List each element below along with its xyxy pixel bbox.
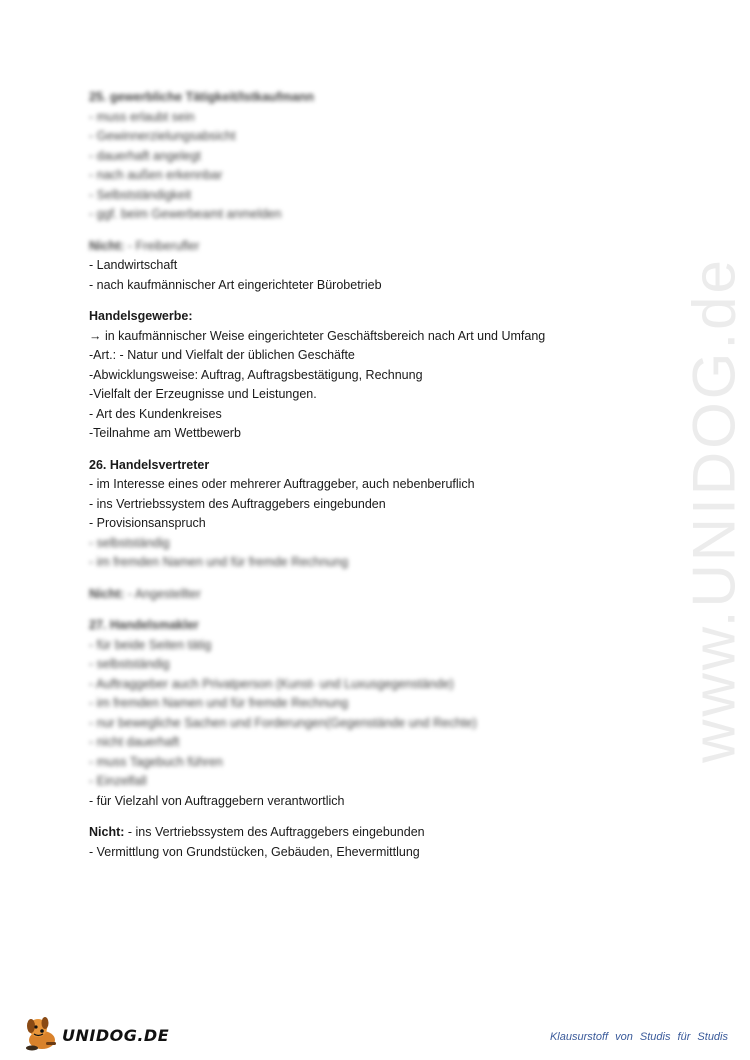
line-text: - Freiberufler: [124, 238, 200, 253]
line-text: Handelsgewerbe:: [89, 309, 193, 323]
text-line: [89, 475, 669, 495]
line-text: - nur bewegliche Sachen und Forderungen(Gegenstände und Rechte): [89, 715, 477, 730]
line-text: - nach kaufmännischer Art eingerichteter Bürobetrieb: [89, 277, 382, 292]
logo-text: UNIDOG.DE: [62, 1026, 170, 1045]
line-text: - im Interesse eines oder mehrerer Auftraggeber, auch nebenberuflich: [89, 477, 475, 491]
section-heading: [89, 616, 669, 636]
footer-tagline: Klausurstoff von Studis für Studis: [549, 1031, 728, 1043]
text-line: [89, 495, 669, 515]
dog-mascot-icon: [22, 1014, 62, 1052]
line-text: 27. Handelsmakler: [89, 618, 199, 632]
line-text: → in kaufmännischer Weise eingerichteter Geschäftsbereich nach Art und Umfang: [89, 328, 546, 343]
paragraph-gap: [89, 444, 669, 456]
line-text: 26. Handelsvertreter: [89, 457, 210, 472]
line-text: - dauerhaft angelegt: [89, 148, 201, 163]
text-line: [89, 514, 669, 534]
text-line: [89, 553, 669, 573]
text-line: [89, 147, 669, 167]
text-line: [89, 237, 669, 257]
text-line: [89, 327, 669, 347]
line-text: - ggf. beim Gewerbeamt anmelden: [89, 207, 282, 221]
watermark: www.UNIDOG.de: [680, 257, 748, 763]
text-line: [89, 792, 669, 812]
line-text: -Teilnahme am Wettbewerb: [89, 426, 241, 440]
line-text: - Gewinnerzielungsabsicht: [89, 129, 236, 143]
line-text: - im fremden Namen und für fremde Rechnung: [89, 696, 349, 710]
label-nicht: Nicht:: [89, 586, 125, 601]
paragraph-gap: [89, 604, 669, 616]
label-nicht: Nicht:: [89, 825, 125, 839]
line-text: - ins Vertriebssystem des Auftraggebers eingebunden: [89, 496, 386, 511]
text-line: [89, 186, 669, 206]
text-line: [89, 843, 669, 863]
line-text: -Vielfalt der Erzeugnisse und Leistungen.: [89, 387, 317, 401]
text-line: [89, 205, 669, 225]
line-text: 25. gewerbliche Tätigkeit/Istkaufmann: [89, 90, 315, 104]
line-text: - für Vielzahl von Auftraggebern verantwortlich: [89, 793, 345, 808]
text-line: [89, 733, 669, 753]
section-heading: [89, 307, 669, 327]
document-body: [89, 88, 669, 862]
text-line: [89, 256, 669, 276]
line-text: - Einzelfall: [89, 774, 147, 788]
label-nicht: Nicht:: [89, 238, 125, 253]
text-line: [89, 675, 669, 695]
line-text: -Art.: - Natur und Vielfalt der üblichen Geschäfte: [89, 348, 355, 362]
section-heading: [89, 456, 669, 476]
line-text: - Landwirtschaft: [89, 258, 178, 272]
paragraph-gap: [89, 811, 669, 823]
text-line: [89, 424, 669, 444]
text-line: [89, 655, 669, 675]
text-line: [89, 772, 669, 792]
line-text: - Angestellter: [124, 586, 201, 601]
text-line: [89, 405, 669, 425]
paragraph-gap: [89, 295, 669, 307]
line-text: - Auftraggeber auch Privatperson (Kunst- und Luxusgegenstände): [89, 676, 454, 691]
line-text: - muss Tagebuch führen: [89, 754, 223, 769]
text-line: [89, 636, 669, 656]
line-text: - ins Vertriebssystem des Auftraggebers eingebunden: [124, 825, 425, 839]
text-line: [89, 166, 669, 186]
line-text: - Art des Kundenkreises: [89, 406, 222, 421]
text-line: [89, 534, 669, 554]
line-text: - muss erlaubt sein: [89, 109, 195, 124]
line-text: - selbstständig: [89, 535, 170, 550]
line-text: - Selbstständigkeit: [89, 187, 192, 202]
text-line: [89, 753, 669, 773]
line-text: - im fremden Namen und für fremde Rechnung: [89, 555, 349, 569]
text-line: [89, 694, 669, 714]
line-text: - Vermittlung von Grundstücken, Gebäuden, Ehevermittlung: [89, 844, 420, 859]
line-text: - Provisionsanspruch: [89, 516, 206, 530]
text-line: [89, 366, 669, 386]
text-line: [89, 346, 669, 366]
text-line: [89, 823, 669, 843]
text-line: [89, 585, 669, 605]
unidog-logo: [22, 1014, 170, 1052]
line-text: - nach außen erkennbar: [89, 168, 223, 182]
paragraph-gap: [89, 225, 669, 237]
text-line: [89, 108, 669, 128]
paragraph-gap: [89, 573, 669, 585]
line-text: - selbstständig: [89, 657, 170, 671]
text-line: [89, 127, 669, 147]
text-line: [89, 385, 669, 405]
section-heading: [89, 88, 669, 108]
line-text: - für beide Seiten tätig: [89, 637, 212, 652]
line-text: -Abwicklungsweise: Auftrag, Auftragsbestätigung, Rechnung: [89, 367, 423, 382]
text-line: [89, 276, 669, 296]
line-text: - nicht dauerhaft: [89, 735, 180, 749]
text-line: [89, 714, 669, 734]
